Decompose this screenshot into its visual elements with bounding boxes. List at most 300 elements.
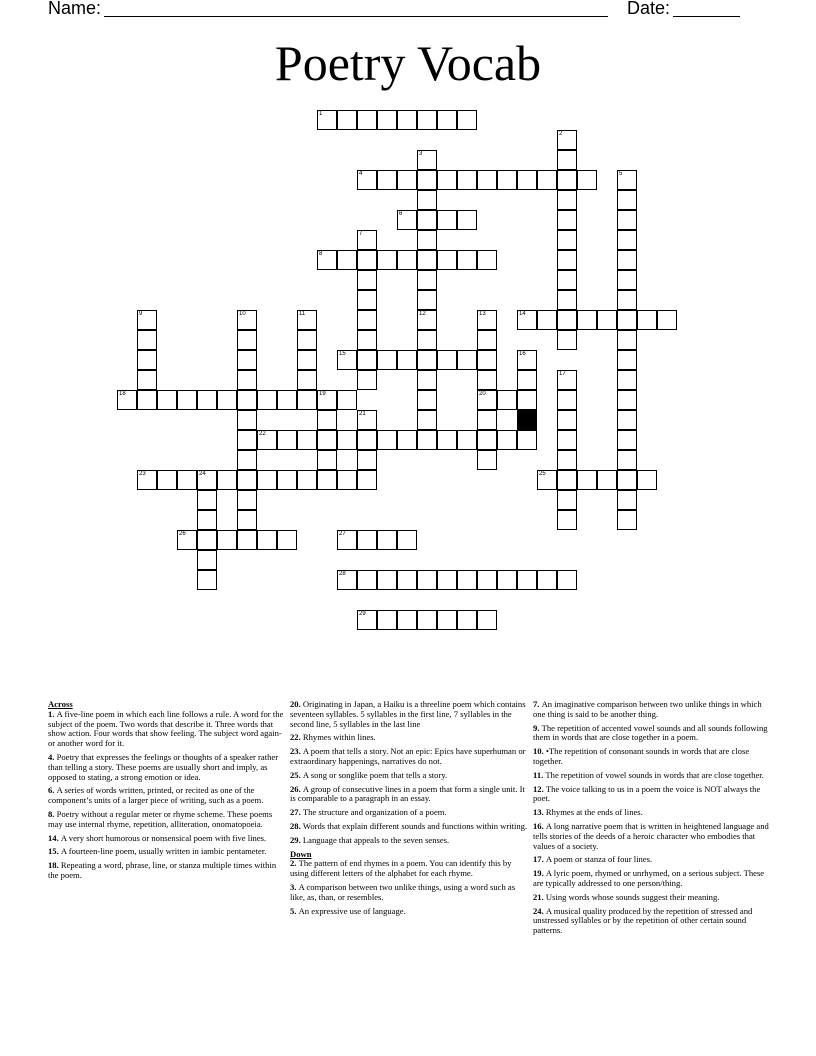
grid-cell[interactable]: [617, 310, 637, 330]
across-clue: [290, 733, 530, 743]
clue-text: The pattern of end rhymes in a poem. You can identify this by using different letters of the alphabet for each rhyme.: [290, 858, 512, 879]
clue-text: A comparison between two unlike things, using a word such as like, as, than, or resembles.: [290, 881, 516, 902]
grid-cell[interactable]: [197, 490, 217, 510]
across-clue: [290, 836, 530, 846]
grid-cell[interactable]: [657, 310, 677, 330]
grid-cell[interactable]: [317, 470, 337, 490]
grid-cell[interactable]: [557, 310, 577, 330]
name-label: Name:: [48, 0, 102, 18]
grid-cell[interactable]: [437, 170, 457, 190]
clue-number-label: 11.: [533, 769, 546, 780]
clue-number-label: 29.: [290, 834, 303, 845]
clue-text: A fourteen-line poem, usually written in iambic pentameter.: [60, 846, 267, 857]
grid-cell[interactable]: [177, 390, 197, 410]
grid-cell[interactable]: [357, 450, 377, 470]
down-clue: [533, 724, 773, 744]
grid-cell[interactable]: [617, 450, 637, 470]
grid-cell[interactable]: [237, 370, 257, 390]
clue-number-label: 8.: [48, 808, 57, 819]
grid-cell[interactable]: [477, 390, 497, 410]
grid-cell[interactable]: [417, 170, 437, 190]
grid-cell[interactable]: [537, 570, 557, 590]
clue-number-label: 3.: [290, 881, 299, 892]
grid-cell[interactable]: [257, 470, 277, 490]
grid-cell[interactable]: [357, 270, 377, 290]
grid-cell[interactable]: [357, 110, 377, 130]
grid-cell[interactable]: [337, 570, 357, 590]
grid-cell[interactable]: [417, 250, 437, 270]
clue-number-label: 24.: [533, 905, 546, 916]
grid-cell[interactable]: [317, 250, 337, 270]
grid-cell[interactable]: [477, 330, 497, 350]
grid-cell[interactable]: [417, 290, 437, 310]
grid-cell[interactable]: [237, 450, 257, 470]
grid-cell[interactable]: [197, 510, 217, 530]
grid-cell[interactable]: [137, 350, 157, 370]
grid-cell[interactable]: [617, 510, 637, 530]
grid-cell[interactable]: [317, 410, 337, 430]
grid-cell[interactable]: [537, 170, 557, 190]
grid-cell[interactable]: [217, 470, 237, 490]
grid-cell[interactable]: [297, 390, 317, 410]
grid-cell[interactable]: [457, 350, 477, 370]
grid-cell[interactable]: [557, 150, 577, 170]
grid-cell[interactable]: [337, 110, 357, 130]
grid-cell[interactable]: [617, 410, 637, 430]
clue-number: 10: [239, 311, 246, 317]
clue-text: An imaginative comparison between two unlike things in which one thing is said to be another thing.: [533, 699, 762, 719]
grid-cell[interactable]: [397, 610, 417, 630]
grid-cell[interactable]: [157, 470, 177, 490]
black-square: [517, 410, 537, 430]
grid-cell[interactable]: [517, 370, 537, 390]
grid-cell[interactable]: [397, 170, 417, 190]
grid-cell[interactable]: [637, 470, 657, 490]
clues-column-3: [533, 700, 773, 940]
grid-cell[interactable]: [557, 130, 577, 150]
grid-cell[interactable]: [417, 150, 437, 170]
across-heading: Across: [48, 699, 73, 709]
clue-number: 21: [359, 411, 366, 417]
grid-cell[interactable]: [477, 350, 497, 370]
clue-number-label: 27.: [290, 807, 303, 818]
grid-cell[interactable]: [197, 530, 217, 550]
grid-cell[interactable]: [457, 430, 477, 450]
down-clue: [533, 747, 773, 767]
page-title: Poetry Vocab: [274, 35, 542, 91]
grid-cell[interactable]: [377, 170, 397, 190]
grid-cell[interactable]: [557, 490, 577, 510]
grid-cell[interactable]: [417, 350, 437, 370]
clue-text: The voice talking to us in a poem the voice is NOT always the poet.: [533, 783, 761, 804]
grid-cell[interactable]: [197, 570, 217, 590]
clue-number: 27: [339, 531, 346, 537]
clue-text: A song or songlike poem that tells a story.: [302, 769, 448, 780]
clue-number-label: 19.: [533, 868, 546, 879]
grid-cell[interactable]: [617, 290, 637, 310]
grid-cell[interactable]: [517, 350, 537, 370]
grid-cell[interactable]: [437, 250, 457, 270]
grid-cell[interactable]: [617, 170, 637, 190]
grid-cell[interactable]: [557, 250, 577, 270]
grid-cell[interactable]: [537, 470, 557, 490]
grid-cell[interactable]: [457, 170, 477, 190]
grid-cell[interactable]: [517, 430, 537, 450]
grid-cell[interactable]: [617, 370, 637, 390]
grid-cell[interactable]: [617, 430, 637, 450]
grid-cell[interactable]: [617, 390, 637, 410]
grid-cell[interactable]: [437, 110, 457, 130]
grid-cell[interactable]: [417, 330, 437, 350]
grid-cell[interactable]: [417, 310, 437, 330]
grid-cell[interactable]: [437, 210, 457, 230]
grid-cell[interactable]: [137, 470, 157, 490]
clue-number: 17: [559, 371, 566, 377]
grid-cell[interactable]: [357, 250, 377, 270]
clue-number-label: 16.: [533, 820, 546, 831]
grid-cell[interactable]: [137, 310, 157, 330]
clue-number: 24: [199, 471, 206, 477]
grid-cell[interactable]: [557, 470, 577, 490]
grid-cell[interactable]: [577, 310, 597, 330]
down-heading: Down: [290, 848, 312, 859]
clue-text: A lyric poem, rhymed or unrhymed, on a serious subject. These are typically addressed to one person/thing.: [533, 868, 765, 888]
grid-cell[interactable]: [577, 170, 597, 190]
down-clue: [533, 822, 773, 851]
grid-cell[interactable]: [417, 370, 437, 390]
grid-cell[interactable]: [617, 190, 637, 210]
grid-cell[interactable]: [477, 570, 497, 590]
grid-cell[interactable]: [357, 230, 377, 250]
grid-cell[interactable]: [497, 170, 517, 190]
across-clue: [48, 786, 288, 806]
grid-cell[interactable]: [237, 510, 257, 530]
clue-number-label: 4.: [48, 751, 57, 762]
grid-cell[interactable]: [417, 210, 437, 230]
clue-number-label: 15.: [48, 846, 61, 857]
down-clue: [533, 907, 773, 936]
clue-number: 25: [539, 471, 546, 477]
grid-cell[interactable]: [517, 570, 537, 590]
grid-cell[interactable]: [557, 190, 577, 210]
grid-cell[interactable]: [417, 190, 437, 210]
grid-cell[interactable]: [357, 570, 377, 590]
grid-cell[interactable]: [477, 370, 497, 390]
grid-cell[interactable]: [477, 410, 497, 430]
grid-cell[interactable]: [557, 410, 577, 430]
grid-cell[interactable]: [317, 430, 337, 450]
grid-cell[interactable]: [397, 210, 417, 230]
clue-number-label: 10.: [533, 746, 546, 757]
grid-cell[interactable]: [397, 530, 417, 550]
across-clue: [48, 810, 288, 830]
grid-cell[interactable]: [477, 610, 497, 630]
clue-number: 5: [619, 171, 623, 177]
clue-text: The repetition of accented vowel sounds and all sounds following them in words that are close together in a poem.: [533, 722, 768, 743]
grid-cell[interactable]: [337, 430, 357, 450]
grid-cell[interactable]: [417, 110, 437, 130]
grid-cell[interactable]: [357, 470, 377, 490]
clue-number-label: 2.: [290, 858, 299, 869]
grid-cell[interactable]: [357, 610, 377, 630]
clue-text: The structure and organization of a poem.: [302, 807, 447, 818]
clue-text: A musical quality produced by the repetition of stressed and unstressed syllables or by the repetition of other certain sound patterns.: [533, 905, 753, 936]
clue-number-label: 9.: [533, 722, 542, 733]
grid-cell[interactable]: [237, 490, 257, 510]
clue-number: 6: [399, 211, 403, 217]
grid-cell[interactable]: [357, 430, 377, 450]
clue-number-label: 5.: [290, 905, 299, 916]
grid-cell[interactable]: [397, 110, 417, 130]
grid-cell[interactable]: [377, 610, 397, 630]
grid-cell[interactable]: [557, 390, 577, 410]
grid-cell[interactable]: [377, 110, 397, 130]
grid-cell[interactable]: [357, 530, 377, 550]
grid-cell[interactable]: [537, 310, 557, 330]
clue-number-label: 13.: [533, 807, 546, 818]
grid-cell[interactable]: [377, 530, 397, 550]
grid-cell[interactable]: [617, 250, 637, 270]
grid-cell[interactable]: [297, 310, 317, 330]
clue-number-label: 22.: [290, 732, 303, 743]
grid-cell[interactable]: [417, 410, 437, 430]
grid-cell[interactable]: [297, 350, 317, 370]
clue-text: Using words whose sounds suggest their meaning.: [545, 891, 720, 902]
clue-number-label: 20.: [290, 699, 303, 709]
grid-cell[interactable]: [617, 490, 637, 510]
grid-cell[interactable]: [337, 250, 357, 270]
clue-text: A very short humorous or nonsensical poem with five lines.: [60, 832, 267, 843]
grid-cell[interactable]: [277, 530, 297, 550]
grid-cell[interactable]: [417, 610, 437, 630]
clue-number: 1: [319, 111, 323, 117]
grid-cell[interactable]: [297, 430, 317, 450]
grid-cell[interactable]: [257, 430, 277, 450]
clue-number: 29: [359, 611, 366, 617]
grid-cell[interactable]: [377, 570, 397, 590]
across-clue: [48, 710, 288, 749]
grid-cell[interactable]: [597, 470, 617, 490]
grid-cell[interactable]: [557, 430, 577, 450]
grid-cell[interactable]: [437, 430, 457, 450]
grid-cell[interactable]: [617, 230, 637, 250]
grid-cell[interactable]: [437, 350, 457, 370]
grid-cell[interactable]: [237, 430, 257, 450]
grid-cell[interactable]: [557, 370, 577, 390]
grid-cell[interactable]: [237, 310, 257, 330]
grid-cell[interactable]: [557, 330, 577, 350]
grid-cell[interactable]: [197, 390, 217, 410]
grid-cell[interactable]: [137, 370, 157, 390]
grid-cell[interactable]: [557, 230, 577, 250]
clue-text: A poem or stanza of four lines.: [545, 854, 653, 865]
grid-cell[interactable]: [277, 430, 297, 450]
grid-cell[interactable]: [337, 530, 357, 550]
clue-number: 7: [359, 231, 363, 237]
grid-cell[interactable]: [257, 390, 277, 410]
grid-cell[interactable]: [357, 350, 377, 370]
grid-cell[interactable]: [237, 410, 257, 430]
grid-cell[interactable]: [257, 530, 277, 550]
grid-cell[interactable]: [417, 230, 437, 250]
grid-cell[interactable]: [317, 390, 337, 410]
date-field-line[interactable]: [673, 16, 740, 17]
clue-number: 28: [339, 571, 346, 577]
down-clue: [533, 869, 773, 889]
grid-cell[interactable]: [377, 430, 397, 450]
grid-cell[interactable]: [517, 390, 537, 410]
grid-cell[interactable]: [297, 370, 317, 390]
grid-cell[interactable]: [557, 570, 577, 590]
grid-cell[interactable]: [297, 470, 317, 490]
grid-cell[interactable]: [497, 430, 517, 450]
grid-cell[interactable]: [237, 390, 257, 410]
grid-cell[interactable]: [237, 470, 257, 490]
clue-number: 22: [259, 431, 266, 437]
clue-number: 4: [359, 171, 363, 177]
grid-cell[interactable]: [337, 470, 357, 490]
grid-cell[interactable]: [557, 270, 577, 290]
grid-cell[interactable]: [357, 310, 377, 330]
grid-cell[interactable]: [197, 550, 217, 570]
grid-cell[interactable]: [417, 570, 437, 590]
clue-number-label: 14.: [48, 832, 61, 843]
clue-text: Originating in Japan, a Haiku is a threeline poem which contains seventeen syllables. 5 syllables in the first line, 7 syllables in the second line, 5 syllables in the last line: [290, 699, 526, 729]
grid-cell[interactable]: [457, 250, 477, 270]
grid-cell[interactable]: [557, 450, 577, 470]
grid-cell[interactable]: [357, 290, 377, 310]
grid-cell[interactable]: [177, 470, 197, 490]
grid-cell[interactable]: [517, 310, 537, 330]
grid-cell[interactable]: [477, 310, 497, 330]
grid-cell[interactable]: [617, 330, 637, 350]
clues-column-1: [48, 700, 288, 885]
down-clue: [533, 771, 773, 781]
grid-cell[interactable]: [557, 210, 577, 230]
grid-cell[interactable]: [437, 610, 457, 630]
grid-cell[interactable]: [237, 530, 257, 550]
grid-cell[interactable]: [617, 270, 637, 290]
grid-cell[interactable]: [117, 390, 137, 410]
grid-cell[interactable]: [617, 210, 637, 230]
clue-number: 23: [139, 471, 146, 477]
grid-cell[interactable]: [397, 570, 417, 590]
grid-cell[interactable]: [557, 170, 577, 190]
clue-text: Poetry that expresses the feelings or thoughts of a speaker rather than telling a story. These poems are usually short and imply, as opposed to stating, a strong emotion or idea.: [48, 751, 279, 782]
grid-cell[interactable]: [497, 570, 517, 590]
grid-cell[interactable]: [237, 350, 257, 370]
across-clue: [290, 747, 530, 767]
clues-column-2: [290, 700, 530, 920]
grid-cell[interactable]: [477, 430, 497, 450]
grid-cell[interactable]: [197, 470, 217, 490]
clue-number: 12: [419, 311, 426, 317]
grid-cell[interactable]: [277, 470, 297, 490]
grid-cell[interactable]: [337, 350, 357, 370]
grid-cell[interactable]: [357, 330, 377, 350]
grid-cell[interactable]: [177, 530, 197, 550]
grid-cell[interactable]: [357, 370, 377, 390]
grid-cell[interactable]: [237, 330, 257, 350]
down-clue: [533, 700, 773, 720]
across-clue: [48, 847, 288, 857]
grid-cell[interactable]: [617, 470, 637, 490]
grid-cell[interactable]: [477, 450, 497, 470]
grid-cell[interactable]: [457, 570, 477, 590]
clue-text: The repetition of vowel sounds in words that are close together.: [545, 769, 764, 780]
grid-cell[interactable]: [477, 250, 497, 270]
clue-number-label: 21.: [533, 891, 546, 902]
clue-text: Rhymes at the ends of lines.: [545, 807, 643, 818]
grid-cell[interactable]: [397, 350, 417, 370]
down-clue: [533, 808, 773, 818]
grid-cell[interactable]: [137, 390, 157, 410]
grid-cell[interactable]: [617, 350, 637, 370]
grid-cell[interactable]: [597, 310, 617, 330]
grid-cell[interactable]: [577, 470, 597, 490]
across-clue: [290, 700, 530, 729]
clue-text: Words that explain different sounds and functions within writing.: [302, 820, 528, 831]
grid-cell[interactable]: [457, 210, 477, 230]
grid-cell[interactable]: [497, 390, 517, 410]
clue-number: 2: [559, 131, 563, 137]
grid-cell[interactable]: [457, 610, 477, 630]
grid-cell[interactable]: [457, 110, 477, 130]
clue-text: An expressive use of language.: [298, 905, 406, 916]
grid-cell[interactable]: [637, 310, 657, 330]
grid-cell[interactable]: [557, 510, 577, 530]
grid-cell[interactable]: [417, 430, 437, 450]
grid-cell[interactable]: [137, 330, 157, 350]
clue-number-label: 17.: [533, 854, 546, 865]
grid-cell[interactable]: [297, 330, 317, 350]
clue-number-label: 6.: [48, 785, 57, 796]
grid-cell[interactable]: [217, 530, 237, 550]
clue-number-label: 28.: [290, 820, 303, 831]
clue-number: 26: [179, 531, 186, 537]
grid-cell[interactable]: [357, 410, 377, 430]
grid-cell[interactable]: [217, 390, 237, 410]
grid-cell[interactable]: [357, 170, 377, 190]
grid-cell[interactable]: [477, 170, 497, 190]
grid-cell[interactable]: [417, 270, 437, 290]
clue-text: Poetry without a regular meter or rhyme scheme. These poems may use internal rhyme, repetition, alliteration, onomatopoeia.: [48, 808, 273, 829]
grid-cell[interactable]: [317, 450, 337, 470]
clue-number-label: 18.: [48, 860, 61, 871]
name-field-line[interactable]: [104, 16, 608, 17]
across-clue: [48, 861, 288, 881]
clue-number: 19: [319, 391, 326, 397]
grid-cell[interactable]: [557, 290, 577, 310]
grid-cell[interactable]: [377, 350, 397, 370]
grid-cell[interactable]: [397, 250, 417, 270]
grid-cell[interactable]: [277, 390, 297, 410]
clue-text: Repeating a word, phrase, line, or stanza multiple times within the poem.: [48, 860, 277, 880]
grid-cell[interactable]: [437, 570, 457, 590]
clue-number-label: 25.: [290, 769, 303, 780]
grid-cell[interactable]: [397, 430, 417, 450]
clue-number: 8: [319, 251, 323, 257]
grid-cell[interactable]: [517, 170, 537, 190]
clue-text: A long narrative poem that is written in heightened language and tells stories of the deeds of a heroic character who embodies that values of a society.: [533, 820, 769, 851]
grid-cell[interactable]: [157, 390, 177, 410]
grid-cell[interactable]: [417, 390, 437, 410]
grid-cell[interactable]: [317, 110, 337, 130]
across-clue: [290, 822, 530, 832]
grid-cell[interactable]: [377, 250, 397, 270]
clue-number-label: 12.: [533, 783, 546, 794]
grid-cell[interactable]: [337, 390, 357, 410]
